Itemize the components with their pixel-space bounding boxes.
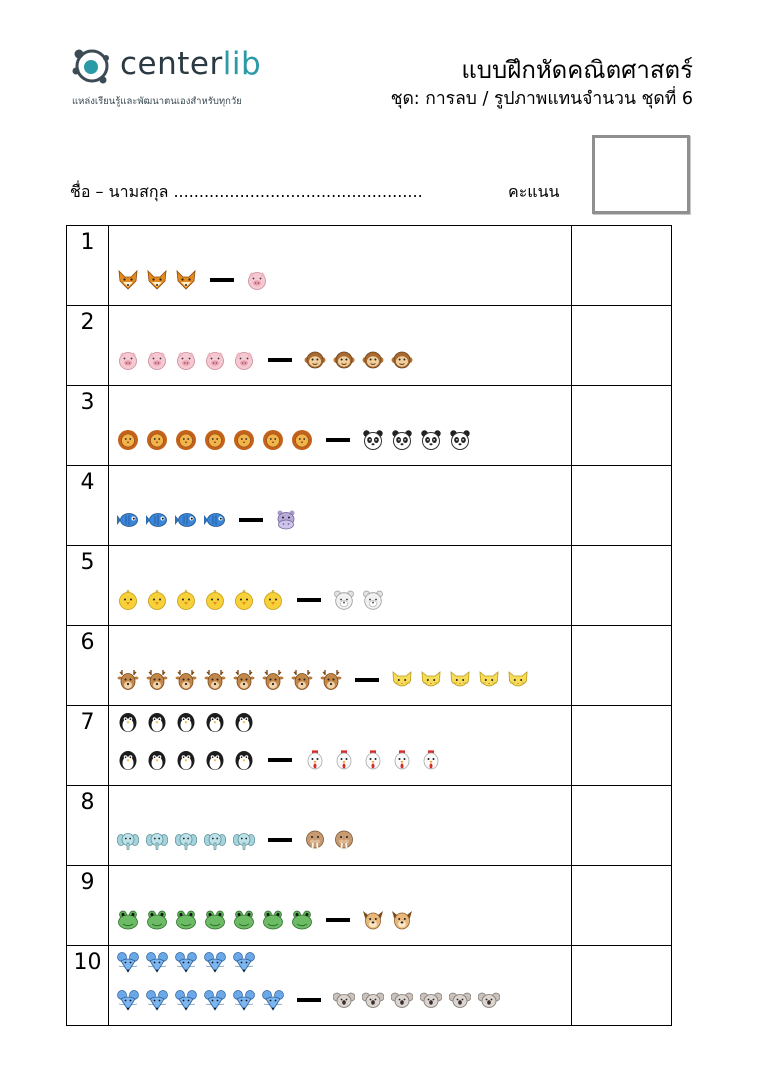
fish-icon (175, 509, 197, 531)
rooster-icon (333, 749, 355, 771)
rooster-icon (420, 749, 442, 771)
answer-box[interactable] (572, 226, 672, 306)
koala-icon (362, 989, 384, 1011)
frog-icon (146, 909, 168, 931)
mouse-icon (175, 951, 197, 973)
frog-icon (291, 909, 313, 931)
answer-box[interactable] (572, 626, 672, 706)
problem-row (67, 866, 672, 946)
centerlib-logo (70, 42, 320, 112)
frog-icon (204, 909, 226, 931)
lion-icon (117, 429, 139, 451)
problem-pictures (109, 626, 572, 706)
problem-row (67, 386, 672, 466)
chick-icon (204, 589, 226, 611)
pig-icon (204, 349, 226, 371)
deer-icon (233, 669, 255, 691)
problem-row (67, 226, 672, 306)
penguin-icon (233, 749, 255, 771)
frog-icon (175, 909, 197, 931)
cat-icon (391, 669, 413, 691)
worksheet-table (66, 225, 672, 1026)
picture-row-equation (117, 827, 362, 853)
picture-row-equation (117, 747, 449, 773)
mouse-icon (117, 989, 139, 1011)
koala-icon (449, 989, 471, 1011)
fish-icon (204, 509, 226, 531)
picture-row-equation (117, 907, 420, 933)
penguin-icon (175, 749, 197, 771)
fish-icon (146, 509, 168, 531)
penguin-icon (117, 711, 139, 733)
rooster-icon (304, 749, 326, 771)
answer-box[interactable] (572, 706, 672, 786)
deer-icon (146, 669, 168, 691)
lion-icon (204, 429, 226, 451)
penguin-icon (204, 711, 226, 733)
problem-row (67, 626, 672, 706)
minus-sign-icon (210, 278, 234, 282)
penguin-icon (146, 749, 168, 771)
mouse-icon (146, 951, 168, 973)
problem-pictures (109, 546, 572, 626)
penguin-icon (146, 711, 168, 733)
chick-icon (117, 589, 139, 611)
problem-row (67, 466, 672, 546)
dog-icon (391, 909, 413, 931)
pig-icon (246, 269, 268, 291)
panda-icon (362, 429, 384, 451)
penguin-icon (117, 749, 139, 771)
picture-row-top (117, 709, 262, 735)
problem-pictures (109, 466, 572, 546)
answer-box[interactable] (572, 306, 672, 386)
problem-number: 7 (67, 706, 109, 786)
panda-icon (449, 429, 471, 451)
picture-row-equation (117, 667, 536, 693)
minus-sign-icon (297, 598, 321, 602)
chick-icon (175, 589, 197, 611)
hippo-icon (275, 509, 297, 531)
chick-icon (146, 589, 168, 611)
worksheet-subtitle: ชุด: การลบ / รูปภาพแทนจำนวน ชุดที่ 6 (390, 89, 693, 109)
answer-box[interactable] (572, 786, 672, 866)
lion-icon (291, 429, 313, 451)
koala-icon (420, 989, 442, 1011)
panda-icon (391, 429, 413, 451)
deer-icon (204, 669, 226, 691)
logo-tagline: แหล่งเรียนรู้และพัฒนาตนเองสำหรับทุกวัย (72, 96, 242, 107)
cat-icon (507, 669, 529, 691)
dog-icon (362, 909, 384, 931)
pig-icon (117, 349, 139, 371)
logo-mark-icon (70, 44, 114, 88)
frog-icon (262, 909, 284, 931)
cat-icon (478, 669, 500, 691)
pig-icon (233, 349, 255, 371)
minus-sign-icon (239, 518, 263, 522)
problem-pictures (109, 786, 572, 866)
elephant-icon (233, 829, 255, 851)
mouse-icon (146, 989, 168, 1011)
problem-pictures (109, 226, 572, 306)
picture-row-equation (117, 587, 391, 613)
picture-row-equation (117, 987, 507, 1013)
problem-pictures (109, 866, 572, 946)
monkey-icon (362, 349, 384, 371)
minus-sign-icon (268, 758, 292, 762)
answer-box[interactable] (572, 386, 672, 466)
problem-number: 10 (67, 946, 109, 1026)
lion-icon (262, 429, 284, 451)
walrus-icon (304, 829, 326, 851)
cat-icon (420, 669, 442, 691)
deer-icon (320, 669, 342, 691)
picture-row-equation (117, 347, 420, 373)
worksheet-title: แบบฝึกหัดคณิตศาสตร์ (461, 56, 693, 84)
problem-number: 4 (67, 466, 109, 546)
pig-icon (175, 349, 197, 371)
answer-box[interactable] (572, 946, 672, 1026)
penguin-icon (204, 749, 226, 771)
problem-row (67, 786, 672, 866)
score-label: คะแนน (508, 182, 560, 201)
minus-sign-icon (355, 678, 379, 682)
problem-row (67, 706, 672, 786)
picture-row-equation (117, 507, 304, 533)
koala-icon (333, 989, 355, 1011)
problem-number: 3 (67, 386, 109, 466)
elephant-icon (117, 829, 139, 851)
penguin-icon (233, 711, 255, 733)
deer-icon (262, 669, 284, 691)
panda-icon (420, 429, 442, 451)
logo-wordmark: centerlib (120, 46, 262, 82)
minus-sign-icon (268, 358, 292, 362)
mouse-icon (204, 989, 226, 1011)
mouse-icon (233, 989, 255, 1011)
problem-number: 9 (67, 866, 109, 946)
problem-number: 5 (67, 546, 109, 626)
problem-number: 2 (67, 306, 109, 386)
minus-sign-icon (326, 438, 350, 442)
elephant-icon (146, 829, 168, 851)
problem-number: 6 (67, 626, 109, 706)
problem-row (67, 306, 672, 386)
monkey-icon (304, 349, 326, 371)
frog-icon (117, 909, 139, 931)
picture-row-equation (117, 427, 478, 453)
problem-pictures (109, 706, 572, 786)
cat-icon (449, 669, 471, 691)
answer-box[interactable] (572, 866, 672, 946)
answer-box[interactable] (572, 546, 672, 626)
monkey-icon (333, 349, 355, 371)
fox-icon (117, 269, 139, 291)
koala-icon (478, 989, 500, 1011)
picture-row-equation (117, 267, 275, 293)
deer-icon (117, 669, 139, 691)
problem-row (67, 546, 672, 626)
problem-number: 1 (67, 226, 109, 306)
rooster-icon (391, 749, 413, 771)
bear-icon (333, 589, 355, 611)
elephant-icon (204, 829, 226, 851)
mouse-icon (262, 989, 284, 1011)
problem-number: 8 (67, 786, 109, 866)
mouse-icon (175, 989, 197, 1011)
problem-pictures (109, 306, 572, 386)
elephant-icon (175, 829, 197, 851)
problem-pictures (109, 386, 572, 466)
problem-row (67, 946, 672, 1026)
pig-icon (146, 349, 168, 371)
minus-sign-icon (268, 838, 292, 842)
frog-icon (233, 909, 255, 931)
answer-box[interactable] (572, 466, 672, 546)
minus-sign-icon (326, 918, 350, 922)
problem-pictures (109, 946, 572, 1026)
lion-icon (233, 429, 255, 451)
picture-row-top (117, 949, 262, 975)
fox-icon (175, 269, 197, 291)
mouse-icon (233, 951, 255, 973)
chick-icon (233, 589, 255, 611)
walrus-icon (333, 829, 355, 851)
mouse-icon (117, 951, 139, 973)
monkey-icon (391, 349, 413, 371)
lion-icon (175, 429, 197, 451)
bear-icon (362, 589, 384, 611)
minus-sign-icon (297, 998, 321, 1002)
koala-icon (391, 989, 413, 1011)
lion-icon (146, 429, 168, 451)
mouse-icon (204, 951, 226, 973)
fish-icon (117, 509, 139, 531)
score-box[interactable] (592, 135, 690, 214)
chick-icon (262, 589, 284, 611)
deer-icon (175, 669, 197, 691)
penguin-icon (175, 711, 197, 733)
student-name-line[interactable]: ชื่อ – นามสกุล ................................................. (70, 182, 423, 201)
deer-icon (291, 669, 313, 691)
fox-icon (146, 269, 168, 291)
rooster-icon (362, 749, 384, 771)
